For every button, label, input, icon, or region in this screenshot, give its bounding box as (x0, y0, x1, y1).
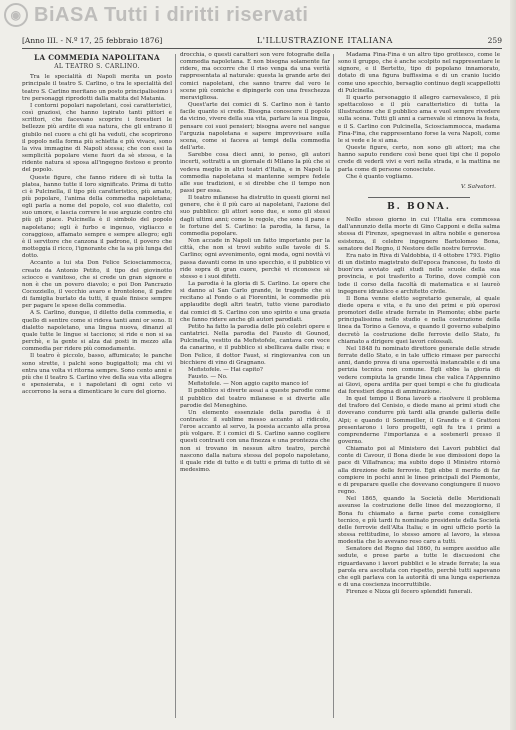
paragraph: Non accade in Napoli un fatto importante per la città, che non si trovi subito sulle tavole di S. Carlino; ogni avvenimento, ogni moda, ogni novità vi passa davanti come in uno specchio, e il pubblico vi ride sopra di gran cuore, perchè vi riconosce sè stesso e i suoi difetti. (180, 238, 330, 280)
section-divider (368, 197, 470, 198)
watermark-text: BiASA Tutti i diritti riservati (34, 3, 309, 26)
column-1 (22, 52, 172, 720)
paragraph: Chiamato poi al Ministero dei Lavori pubblici dal conte di Cavour, il Bona diede le sue dimissioni dopo la pace di Villafranca; ma subito dopo il Ministro ritornò alla direzione delle ferrovie. Egli ebbe il merito di far compiere in pochi anni le linee principali del Piemonte, e di preparare quelle che dovevano congiungere il nuovo regno. (338, 446, 500, 496)
issue-info: [Anno III. - N.º 17, 25 febbraio 1876] (22, 35, 163, 45)
paragraph: Queste figure, che fanno ridere di sè tutta la platea, hanno tutte il loro significato. Prima di tutto ci è Pulcinella, il tipo più caratteristico, più amato, più popolare, l'anima della commedia napoletana; egli parla a nome del popolo, col suo dialetto, col suo umore, e lascia correre le sue arguzie contro chi più gli piace. Pulcinella è il simbolo del popolo napoletano; egli è furbo e ingenuo, vigliacco e coraggioso, affamato sempre e sempre allegro; egli è il servitore che canzona il padrone, il povero che motteggia il ricco, l'ignorante che la sa più lunga del dotto. (22, 174, 172, 260)
paragraph: Il teatro milanese ha distrutto in questi giorni nel genere, che è il più caro ai napoletani, l'azione del suo pubblico: gli attori sono due, e sono gli stessi dagli ultimi anni; come le regole, che sono il pane e le fortune del S. Carlino: la parodia, la farsa, la commedia popolare. (180, 195, 330, 237)
paragraph: Era nato in Riva di Valdobbia, il 4 ottobre 1793. Figlio di un distinto magistrato dell'epoca francese, fu tosto di buon'ora avviato agli studi nelle scuole della sua provincia, e poi trasferito a Torino, dove compiè con lode il corso della facoltà di matematica e si laureò ingegnere idraulico e architetto civile. (338, 252, 500, 295)
paragraph: In quel tempo il Bona lavorò a risolvere il problema del traforo del Cenisio, e diede mano ai primi studi che dovevano condurre più tardi alla grande galleria delle Alpi; e quando il Sommeiller, il Grandis e il Grattoni presentarono i loro progetti, egli fu tra i primi a comprenderne l'importanza e a sostenerli presso il governo. (338, 396, 500, 445)
paragraph: Quest'arte dei comici di S. Carlino non è tanto facile quanto si crede. Bisogna conoscere il popolo da vicino, vivere della sua vita, parlare la sua lingua, pensare coi suoi pensieri; bisogna avere nel sangue l'arguzia napoletana e sapere improvvisare sulla scena, come si faceva ai tempi della commedia dell'arte. (180, 102, 330, 152)
paragraph: La parodia è la gloria di S. Carlino. Le opere che si danno al San Carlo grande, le tragedie che si recitano al Fondo o ai Fiorentini, le commedie più applaudite degli altri teatri, tutto viene parodiato dai comici di S. Carlino con uno spirito e una grazia che fanno ridere anche gli autori parodiati. (180, 281, 330, 323)
paragraph: Firenze e Nizza gli fecero splendidi funerali. (346, 589, 473, 596)
paragraph: Senatore del Regno dal 1860, fu sempre assiduo alle sedute, e prese parte a tutte le discussioni che riguardavano i lavori pubblici e le strade ferrate; la sua parola era ascoltata con rispetto, perchè tutti sapevano che egli parlava con la autorità di una lunga esperienza e di una coscienza incorruttibile. (338, 546, 500, 589)
paragraph: drocchia, o questi caratteri son vere fotografie della commedia napoletana. E non bisogna solamente far ridere, ma occorre che il riso venga da una verità rappresentata al naturale: questa la grande arte dei comici napoletani, che sanno trarre dal vero le scene più comiche e dipingerle con una freschezza meravigliosa. (180, 52, 330, 101)
column-rule (333, 54, 334, 718)
paragraph: Nello stesso giorno in cui l'Italia era commossa dall'annunzio della morte di Gino Capponi e della salma stessa di Firenze, spegnevasi in altra nobile e generosa esistenza, il celebre ingegnere Bartolomeo Bona, senatore del Regno, il Nestore delle nostre ferrovie. (338, 217, 500, 252)
paragraph: Nel 1865, quando la Società delle Meridionali assunse la costruzione delle linee del mezzogiorno, il Bona fu chiamato a farne parte come consigliere tecnico, e più tardi fu nominato presidente della Società delle ferrovie dell'Alta Italia; e in ogni ufficio portò la stessa rettitudine, lo stesso amore al lavoro, la stessa modestia che lo avevano reso caro a tutti. (338, 496, 500, 546)
paragraph: Madama Fina-Fina è un altro tipo grottesco, come le sono il gruppo, che è anche scolpito nel rappresentare le signore, e il Bertetto, tipo di popolano innamorato, dotato di una figura buffissima e di un cranio lucido come uno specchio, bersaglio continuo degli scappellotti di Pulcinella. (338, 52, 500, 94)
paragraph: Il pubblico si diverte assai a queste parodie come il pubblico del teatro milanese e si diverte alle parodie del Meneghino. (180, 388, 330, 409)
watermark (0, 0, 516, 30)
page-number: 259 (487, 35, 502, 45)
paragraph: Sarebbe cosa dieci anni, io penso, gli autori incerti, sottratti a un giornale di Milano la più che si vedeva meglio in altri teatri d'Italia, e in Napoli la commedia napoletana si mantenne sempre fedele alle sue tradizioni, e si direbbe che il tempo non passi per essa. (180, 152, 330, 194)
dialogue-line: Mefistofele. — Hai capito? (188, 366, 263, 373)
dialogue-line: Fausto. — No. (188, 374, 228, 381)
obituary-title: B. BONA. (387, 201, 451, 212)
paragraph: I contorni popolari napoletani, così caratteristici, così graziosi, che hanno ispirato tanti pittori e scrittori, che facevano scoprire i forestieri le bellezze più ardite di sua natura, che gli entrano il giubilo nel cuore a chi gli ha veduti, che scoprirono il popolo nella forma più schietta e più vivace, sono la viva immagine di Napoli stessa; che con essi la semplicità popolare viene fuori da sè stessa, e la ridente natura si sposa all'ingegno festoso e pronto del popolo. (22, 102, 172, 174)
scan-edge (510, 0, 516, 730)
paragraph: Un elemento essenziale della parodia è il contrasto: il sublime messo accanto al ridicolo, l'eroe accanto al servo, la poesia accanto alla prosa più volgare. E i comici di S. Carlino sanno cogliere questi contrasti con una finezza e una prontezza che non si trovano in nessun altro teatro, perchè nascono dalla natura stessa del popolo napoletano, il quale ride di tutto e di tutti e prima di tutto di sè medesimo. (180, 409, 330, 474)
column-2 (180, 52, 330, 720)
paragraph: Nel 1848 fu nominato direttore generale delle strade ferrate dello Stato, e in tale ufficio rimase per parecchi anni, dando prova di una operosità instancabile e di una perizia tecnica non comune. Egli ebbe la gloria di vedere compiuta la grande linea che valica l'Appennino ai Giovi, opera ardita per quei tempi e che fu giudicata dai forestieri degna di ammirazione. (338, 345, 500, 395)
running-head (22, 34, 502, 49)
closing-line: Che è quanto vogliamo. (346, 173, 413, 180)
article-title: LA COMMEDIA NAPOLITANA (34, 53, 160, 62)
author-signature: V. Salvatori. (460, 183, 496, 190)
paragraph: Tra le specialità di Napoli merita un posto principale il teatro S. Carlino, o tra le specialità del teatro S. Carlino meritano un posto principalissimo i tre personaggi riprodotti dalla matita del Matania. (22, 74, 172, 102)
dialogue-line: Mefistofele. — Non aggio capito manco io! (188, 381, 309, 388)
masthead: L'ILLUSTRAZIONE ITALIANA (256, 35, 394, 45)
biasa-logo-icon: ◉ (4, 3, 28, 27)
paragraph: Petito ha fatto la parodia delle più celebri opere e cantatrici. Nella parodia del Fausto di Gounod, Pulcinella, vestito da Mefistofele, cantava con voce da canarino, e il pubblico si sbellicava dalle risa; e Don Felice, il dottor Faust, si ringiovaniva con un bicchiere di vino di Gragnano. (180, 323, 330, 366)
paragraph: A S. Carlino, dunque, il diletto della commedia, e quello di sentire come si rideva tanti anni or sono. Il dialetto napoletano, una lingua nuova, dinanzi al quale tutte le lingue si tacciono; si ride e non si sa perchè, e la gente si alza dai posti in mezzo alla commedia per ridere più comodamente. (22, 310, 172, 353)
paragraph: Il quarto personaggio il allegro carnevalesco, il più spettacoloso e il più caratteristico di tutta la illustrazione che il pubblico ama e vuol sempre rivedere sulla scena. Tutti gli anni a carnevale si rinnova la festa, e il S. Carlino con Pulcinella, Sciosciammocca, madama Fina-Fina, che rappresentano forse la vera Napoli, come le si vede e le si ama. (338, 94, 500, 144)
article-subtitle: AL TEATRO S. CARLINO. (54, 63, 140, 71)
paragraph: Queste figure, certo, non sono gli attori; ma che hanno saputo rendere così bene quei tipi che il popolo crede di vederli vivi e veri nella strada, e la mattina ne parla come di persone conosciute. (338, 145, 500, 173)
paragraph: Il Bona venne eletto segretario generale, al quale diede opera e vita, e fu uno dei primi e più operosi promotori delle strade ferrate in Piemonte; ebbe parte principalissima nello studio e nella costruzione della linea da Torino a Genova, e quando il governo subalpino decretò la costruzione delle ferrovie dello Stato, fu chiamato a dirigere quei lavori colossali. (338, 295, 500, 345)
paragraph: Il teatro è piccolo, basso, affumicato; le panche sono strette, i palchi sono bugigattoli; ma chi vi entra una volta vi ritorna sempre. Sono cento anni e più che il teatro S. Carlino vive della sua vita allegra e spensierata, e i napoletani di ogni ceto vi accorrono la sera a dimenticare le cure del giorno. (22, 353, 172, 396)
column-rule (175, 54, 176, 718)
paragraph: Accanto a lui sta Don Felice Sciosciammocca, creato da Antonio Petito, il tipo del giovinotto sciocco e vanitoso, che si crede un gran signore e non è che un povero diavolo; e poi Don Pancrazio Cocozziello, il vecchio avaro e brontolone, il padre di famiglia burlato da tutti, il quale finisce sempre per pagare le spese della commedia. (22, 260, 172, 310)
column-3 (338, 52, 500, 720)
